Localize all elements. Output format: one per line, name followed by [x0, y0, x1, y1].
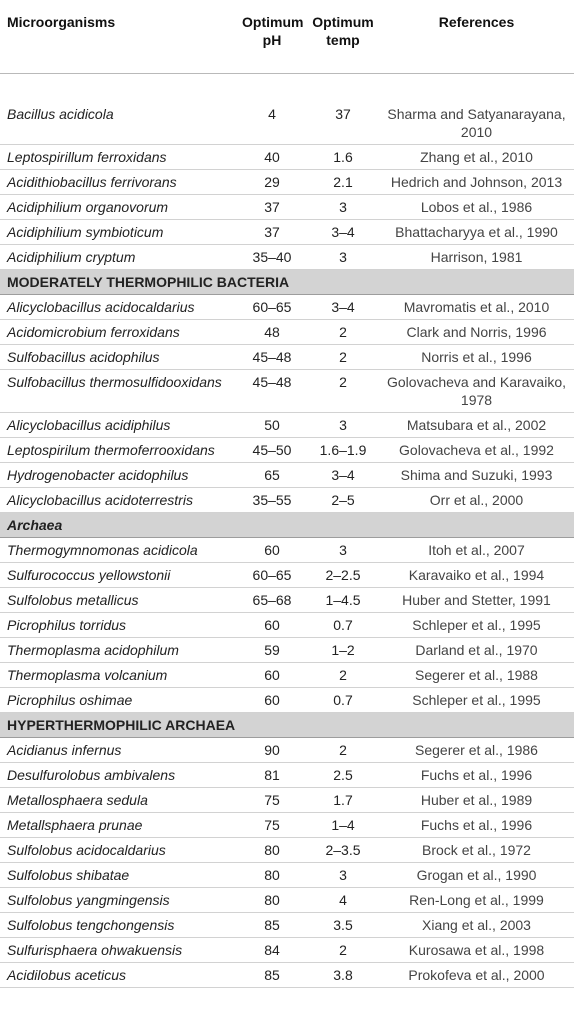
table-row — [0, 863, 574, 888]
optimum-ph-cell: 60 — [237, 663, 307, 688]
optimum-temp-cell: 3 — [307, 538, 379, 563]
optimum-temp-cell: 2 — [307, 663, 379, 688]
microorganism-cell: Sulfobacillus thermosulfidooxidans — [0, 370, 237, 413]
reference-cell: Matsubara et al., 2002 — [379, 413, 574, 438]
reference-cell: Schleper et al., 1995 — [379, 613, 574, 638]
table-row — [0, 638, 574, 663]
optimum-ph-cell: 60–65 — [237, 295, 307, 320]
optimum-ph-cell: 60–65 — [237, 563, 307, 588]
table-row — [0, 588, 574, 613]
optimum-temp-cell: 1.6 — [307, 145, 379, 170]
reference-cell: Brock et al., 1972 — [379, 838, 574, 863]
microorganism-cell: Sulfolobus tengchongensis — [0, 913, 237, 938]
optimum-temp-cell: 3 — [307, 413, 379, 438]
table-row — [0, 463, 574, 488]
microorganism-cell: Leptospirilum thermoferrooxidans — [0, 438, 237, 463]
optimum-temp-cell: 37 — [307, 102, 379, 145]
optimum-temp-cell: 3.5 — [307, 913, 379, 938]
table-row — [0, 413, 574, 438]
optimum-temp-cell: 4 — [307, 888, 379, 913]
optimum-temp-cell: 1–2 — [307, 638, 379, 663]
table-row — [0, 295, 574, 320]
section-title: HYPERTHERMOPHILIC ARCHAEA — [0, 713, 574, 738]
table-row — [0, 170, 574, 195]
optimum-temp-cell: 3–4 — [307, 220, 379, 245]
optimum-temp-cell: 2 — [307, 938, 379, 963]
microorganism-cell: Acidiphilium cryptum — [0, 245, 237, 270]
table-row — [0, 320, 574, 345]
header-optimum-ph: Optimum pH — [242, 14, 304, 48]
table-row — [0, 438, 574, 463]
table-row — [0, 488, 574, 513]
optimum-temp-cell: 2–3.5 — [307, 838, 379, 863]
table-body — [0, 74, 574, 988]
table-row — [0, 963, 574, 988]
optimum-temp-cell: 3 — [307, 195, 379, 220]
table-row — [0, 613, 574, 638]
optimum-ph-cell: 60 — [237, 538, 307, 563]
reference-cell: Darland et al., 1970 — [379, 638, 574, 663]
optimum-ph-cell: 45–48 — [237, 345, 307, 370]
optimum-temp-cell: 3 — [307, 245, 379, 270]
table-row — [0, 102, 574, 145]
optimum-temp-cell: 1–4.5 — [307, 588, 379, 613]
reference-cell: Clark and Norris, 1996 — [379, 320, 574, 345]
reference-cell: Karavaiko et al., 1994 — [379, 563, 574, 588]
table-row — [0, 688, 574, 713]
optimum-ph-cell: 59 — [237, 638, 307, 663]
microorganism-cell: Sulfolobus metallicus — [0, 588, 237, 613]
optimum-temp-cell: 2 — [307, 345, 379, 370]
reference-cell: Huber et al., 1989 — [379, 788, 574, 813]
optimum-temp-cell: 2.5 — [307, 763, 379, 788]
optimum-ph-cell: 80 — [237, 863, 307, 888]
microorganism-cell: Leptospirillum ferroxidans — [0, 145, 237, 170]
table-row — [0, 738, 574, 763]
reference-cell: Itoh et al., 2007 — [379, 538, 574, 563]
reference-cell: Harrison, 1981 — [379, 245, 574, 270]
table-row — [0, 763, 574, 788]
reference-cell: Sharma and Satyanarayana, 2010 — [379, 102, 574, 145]
optimum-ph-cell: 85 — [237, 913, 307, 938]
reference-cell: Huber and Stetter, 1991 — [379, 588, 574, 613]
optimum-ph-cell: 48 — [237, 320, 307, 345]
table-row — [0, 370, 574, 413]
microorganism-cell: Acidilobus aceticus — [0, 963, 237, 988]
optimum-ph-cell: 35–40 — [237, 245, 307, 270]
table-header — [0, 0, 574, 74]
table-row — [0, 788, 574, 813]
microorganism-cell: Sulfobacillus acidophilus — [0, 345, 237, 370]
table-row — [0, 563, 574, 588]
optimum-temp-cell: 2 — [307, 738, 379, 763]
reference-cell: Fuchs et al., 1996 — [379, 813, 574, 838]
table-row — [0, 938, 574, 963]
header-references: References — [438, 14, 515, 30]
reference-cell: Bhattacharyya et al., 1990 — [379, 220, 574, 245]
microorganism-cell: Acidianus infernus — [0, 738, 237, 763]
reference-cell: Grogan et al., 1990 — [379, 863, 574, 888]
optimum-temp-cell: 1–4 — [307, 813, 379, 838]
reference-cell: Golovacheva and Karavaiko, 1978 — [379, 370, 574, 413]
microorganism-cell: Thermoplasma acidophilum — [0, 638, 237, 663]
header-gap — [0, 74, 574, 103]
section-title: MODERATELY THERMOPHILIC BACTERIA — [0, 270, 574, 295]
microorganism-cell: Metallosphaera sedula — [0, 788, 237, 813]
section-title: Archaea — [0, 513, 574, 538]
optimum-ph-cell: 80 — [237, 838, 307, 863]
table-row — [0, 663, 574, 688]
optimum-ph-cell: 84 — [237, 938, 307, 963]
optimum-ph-cell: 37 — [237, 195, 307, 220]
table-row — [0, 913, 574, 938]
section-header-row — [0, 513, 574, 538]
microorganism-cell: Alicyclobacillus acidiphilus — [0, 413, 237, 438]
microorganism-cell: Acidiphilium symbioticum — [0, 220, 237, 245]
microorganism-cell: Sulfolobus yangmingensis — [0, 888, 237, 913]
optimum-temp-cell: 1.7 — [307, 788, 379, 813]
reference-cell: Ren-Long et al., 1999 — [379, 888, 574, 913]
microorganism-cell: Bacillus acidicola — [0, 102, 237, 145]
optimum-ph-cell: 60 — [237, 688, 307, 713]
reference-cell: Hedrich and Johnson, 2013 — [379, 170, 574, 195]
reference-cell: Golovacheva et al., 1992 — [379, 438, 574, 463]
reference-cell: Shima and Suzuki, 1993 — [379, 463, 574, 488]
table-row — [0, 538, 574, 563]
header-microorganisms: Microorganisms — [7, 14, 116, 30]
table-row — [0, 345, 574, 370]
table-row — [0, 220, 574, 245]
optimum-temp-cell: 2 — [307, 320, 379, 345]
optimum-ph-cell: 40 — [237, 145, 307, 170]
microorganism-cell: Hydrogenobacter acidophilus — [0, 463, 237, 488]
reference-cell: Mavromatis et al., 2010 — [379, 295, 574, 320]
optimum-ph-cell: 65 — [237, 463, 307, 488]
microorganism-cell: Sulfurococcus yellowstonii — [0, 563, 237, 588]
microorganism-cell: Sulfolobus shibatae — [0, 863, 237, 888]
section-header-row — [0, 713, 574, 738]
optimum-temp-cell: 3 — [307, 863, 379, 888]
microorganism-cell: Acidomicrobium ferroxidans — [0, 320, 237, 345]
optimum-ph-cell: 65–68 — [237, 588, 307, 613]
optimum-ph-cell: 45–50 — [237, 438, 307, 463]
microorganism-cell: Picrophilus oshimae — [0, 688, 237, 713]
microorganism-cell: Acidithiobacillus ferrivorans — [0, 170, 237, 195]
header-optimum-temp: Optimum temp — [312, 14, 374, 48]
table-row — [0, 888, 574, 913]
reference-cell: Xiang et al., 2003 — [379, 913, 574, 938]
reference-cell: Norris et al., 1996 — [379, 345, 574, 370]
microorganism-cell: Sulfolobus acidocaldarius — [0, 838, 237, 863]
optimum-temp-cell: 3–4 — [307, 295, 379, 320]
optimum-ph-cell: 75 — [237, 813, 307, 838]
optimum-temp-cell: 1.6–1.9 — [307, 438, 379, 463]
table-row — [0, 195, 574, 220]
table-row — [0, 813, 574, 838]
microorganism-cell: Thermogymnomonas acidicola — [0, 538, 237, 563]
table-row — [0, 145, 574, 170]
optimum-temp-cell: 2 — [307, 370, 379, 413]
reference-cell: Zhang et al., 2010 — [379, 145, 574, 170]
optimum-ph-cell: 45–48 — [237, 370, 307, 413]
reference-cell: Kurosawa et al., 1998 — [379, 938, 574, 963]
optimum-temp-cell: 3.8 — [307, 963, 379, 988]
microorganism-cell: Acidiphilium organovorum — [0, 195, 237, 220]
microorganism-cell: Alicyclobacillus acidoterrestris — [0, 488, 237, 513]
table-row — [0, 838, 574, 863]
reference-cell: Fuchs et al., 1996 — [379, 763, 574, 788]
reference-cell: Prokofeva et al., 2000 — [379, 963, 574, 988]
optimum-ph-cell: 81 — [237, 763, 307, 788]
optimum-ph-cell: 4 — [237, 102, 307, 145]
optimum-ph-cell: 60 — [237, 613, 307, 638]
microorganism-cell: Desulfurolobus ambivalens — [0, 763, 237, 788]
optimum-temp-cell: 0.7 — [307, 688, 379, 713]
microorganism-cell: Picrophilus torridus — [0, 613, 237, 638]
reference-cell: Orr et al., 2000 — [379, 488, 574, 513]
optimum-ph-cell: 80 — [237, 888, 307, 913]
microorganism-cell: Metallsphaera prunae — [0, 813, 237, 838]
optimum-ph-cell: 29 — [237, 170, 307, 195]
optimum-temp-cell: 3–4 — [307, 463, 379, 488]
table-row — [0, 245, 574, 270]
optimum-ph-cell: 50 — [237, 413, 307, 438]
reference-cell: Segerer et al., 1988 — [379, 663, 574, 688]
reference-cell: Lobos et al., 1986 — [379, 195, 574, 220]
optimum-temp-cell: 0.7 — [307, 613, 379, 638]
microorganism-cell: Alicyclobacillus acidocaldarius — [0, 295, 237, 320]
reference-cell: Schleper et al., 1995 — [379, 688, 574, 713]
section-header-row — [0, 270, 574, 295]
optimum-temp-cell: 2–2.5 — [307, 563, 379, 588]
optimum-ph-cell: 37 — [237, 220, 307, 245]
optimum-ph-cell: 35–55 — [237, 488, 307, 513]
reference-cell: Segerer et al., 1986 — [379, 738, 574, 763]
optimum-ph-cell: 75 — [237, 788, 307, 813]
optimum-ph-cell: 90 — [237, 738, 307, 763]
microorganism-cell: Sulfurisphaera ohwakuensis — [0, 938, 237, 963]
optimum-ph-cell: 85 — [237, 963, 307, 988]
microorganism-cell: Thermoplasma volcanium — [0, 663, 237, 688]
optimum-temp-cell: 2–5 — [307, 488, 379, 513]
optimum-temp-cell: 2.1 — [307, 170, 379, 195]
